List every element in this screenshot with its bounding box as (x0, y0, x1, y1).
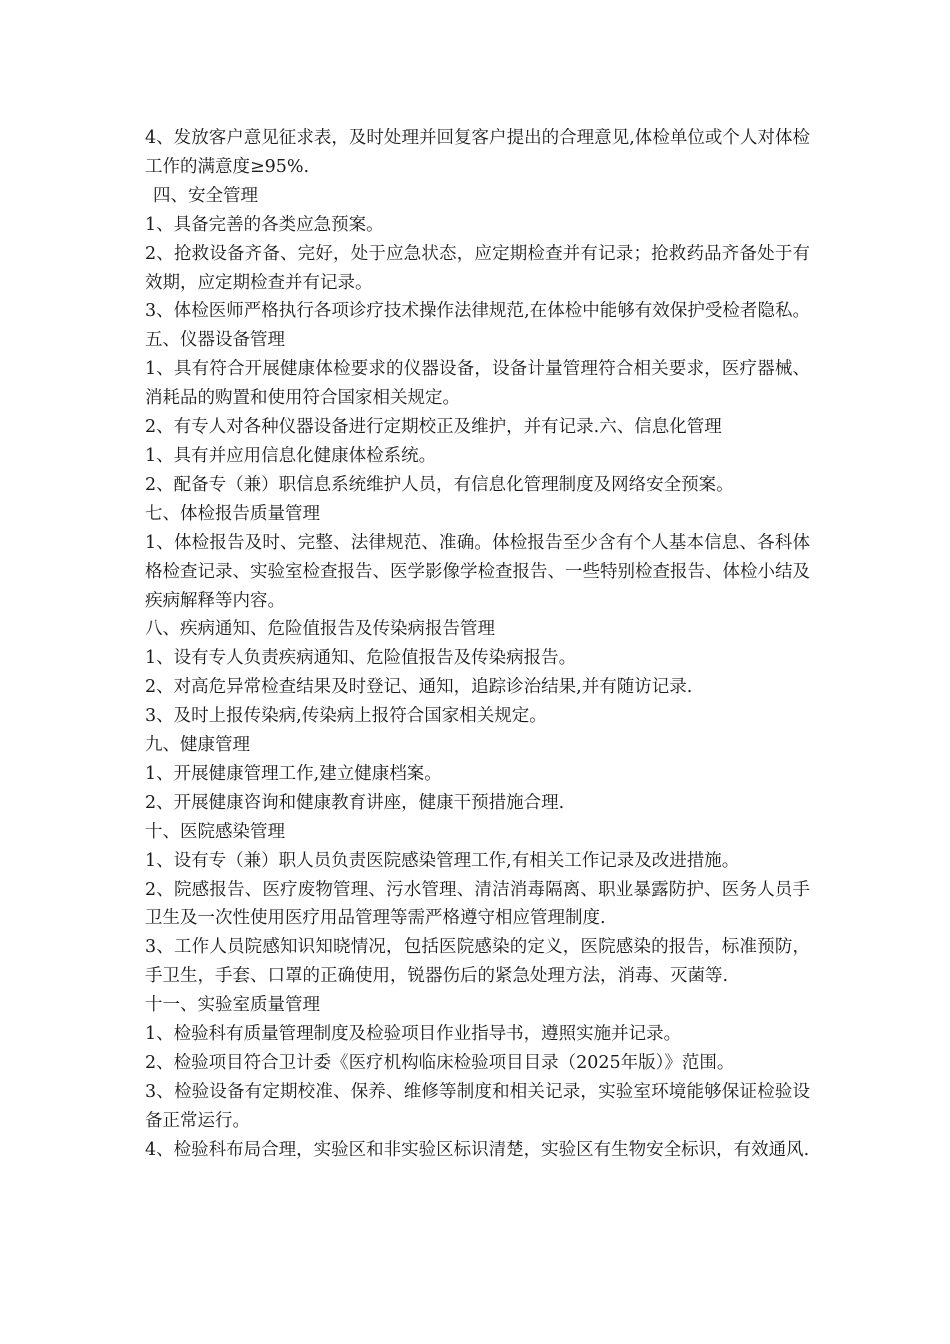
paragraph: 2、院感报告、医疗废物管理、污水管理、清洁消毒隔离、职业暴露防护、医务人员手卫生及一次性使用医疗用品管理等需严格遵守相应管理制度. (145, 879, 810, 929)
paragraph: 2、抢救设备齐备、完好，处于应急状态，应定期检查并有记录；抢救药品齐备处于有效期，应定期检查并有记录。 (145, 243, 810, 293)
paragraph: 1、具备完善的各类应急预案。 (145, 214, 384, 235)
paragraph: 2、开展健康咨询和健康教育讲座，健康干预措施合理. (145, 792, 565, 813)
paragraph: 1、设有专（兼）职人员负责医院感染管理工作,有相关工作记录及改进措施。 (145, 850, 740, 871)
paragraph: 1、体检报告及时、完整、法律规范、准确。体检报告至少含有个人基本信息、各科体格检查记录、实验室检查报告、医学影像学检查报告、一些特别检查报告、体检小结及疾病解释等内容。 (145, 532, 810, 611)
paragraph: 4、发放客户意见征求表，及时处理并回复客户提出的合理意见,体检单位或个人对体检工作的满意度≥95%. (145, 128, 810, 177)
section-heading: 十一、实验室质量管理 (145, 995, 320, 1016)
paragraph: 1、具有并应用信息化健康体检系统。 (145, 445, 437, 466)
paragraph: 2、检验项目符合卫计委《医疗机构临床检验项目目录（2025年版）》范围。 (145, 1053, 735, 1073)
section-heading: 七、体检报告质量管理 (145, 503, 320, 524)
paragraph: 1、设有专人负责疾病通知、危险值报告及传染病报告。 (145, 648, 577, 669)
paragraph: 3、及时上报传染病,传染病上报符合国家相关规定。 (145, 706, 547, 727)
paragraph: 3、体检医师严格执行各项诊疗技术操作法律规范,在体检中能够有效保护受检者隐私。五、仪器设备管理 (145, 301, 810, 351)
section-heading: 十、医院感染管理 (145, 821, 285, 842)
paragraph: 4、检验科布局合理，实验区和非实验区标识清楚，实验区有生物安全标识，有效通风. (145, 1139, 810, 1160)
document-body (145, 124, 810, 1165)
paragraph: 3、工作人员院感知识知晓情况，包括医院感染的定义，医院感染的报告，标准预防，手卫生，手套、口罩的正确使用，锐器伤后的紧急处理方法，消毒、灭菌等. (145, 937, 810, 987)
section-heading: 九、健康管理 (145, 735, 250, 756)
section-heading: 四、安全管理 (153, 185, 258, 206)
paragraph: 2、对高危异常检查结果及时登记、通知，追踪诊治结果,并有随访记录. (145, 677, 693, 698)
paragraph: 1、开展健康管理工作,建立健康档案。 (145, 763, 442, 784)
paragraph: 2、配备专（兼）职信息系统维护人员，有信息化管理制度及网络安全预案。 (145, 474, 734, 495)
section-heading: 八、疾病通知、危险值报告及传染病报告管理 (145, 619, 495, 640)
paragraph: 1、具有符合开展健康体检要求的仪器设备，设备计量管理符合相关要求，医疗器械、消耗品的购置和使用符合国家相关规定。 (145, 359, 810, 409)
paragraph: 2、有专人对各种仪器设备进行定期校正及维护，并有记录.六、信息化管理 (145, 417, 722, 438)
paragraph: 1、检验科有质量管理制度及检验项目作业指导书，遵照实施并记录。 (145, 1024, 682, 1045)
paragraph: 3、检验设备有定期校准、保养、维修等制度和相关记录，实验室环境能够保证检验设备正常运行。 (145, 1081, 810, 1131)
